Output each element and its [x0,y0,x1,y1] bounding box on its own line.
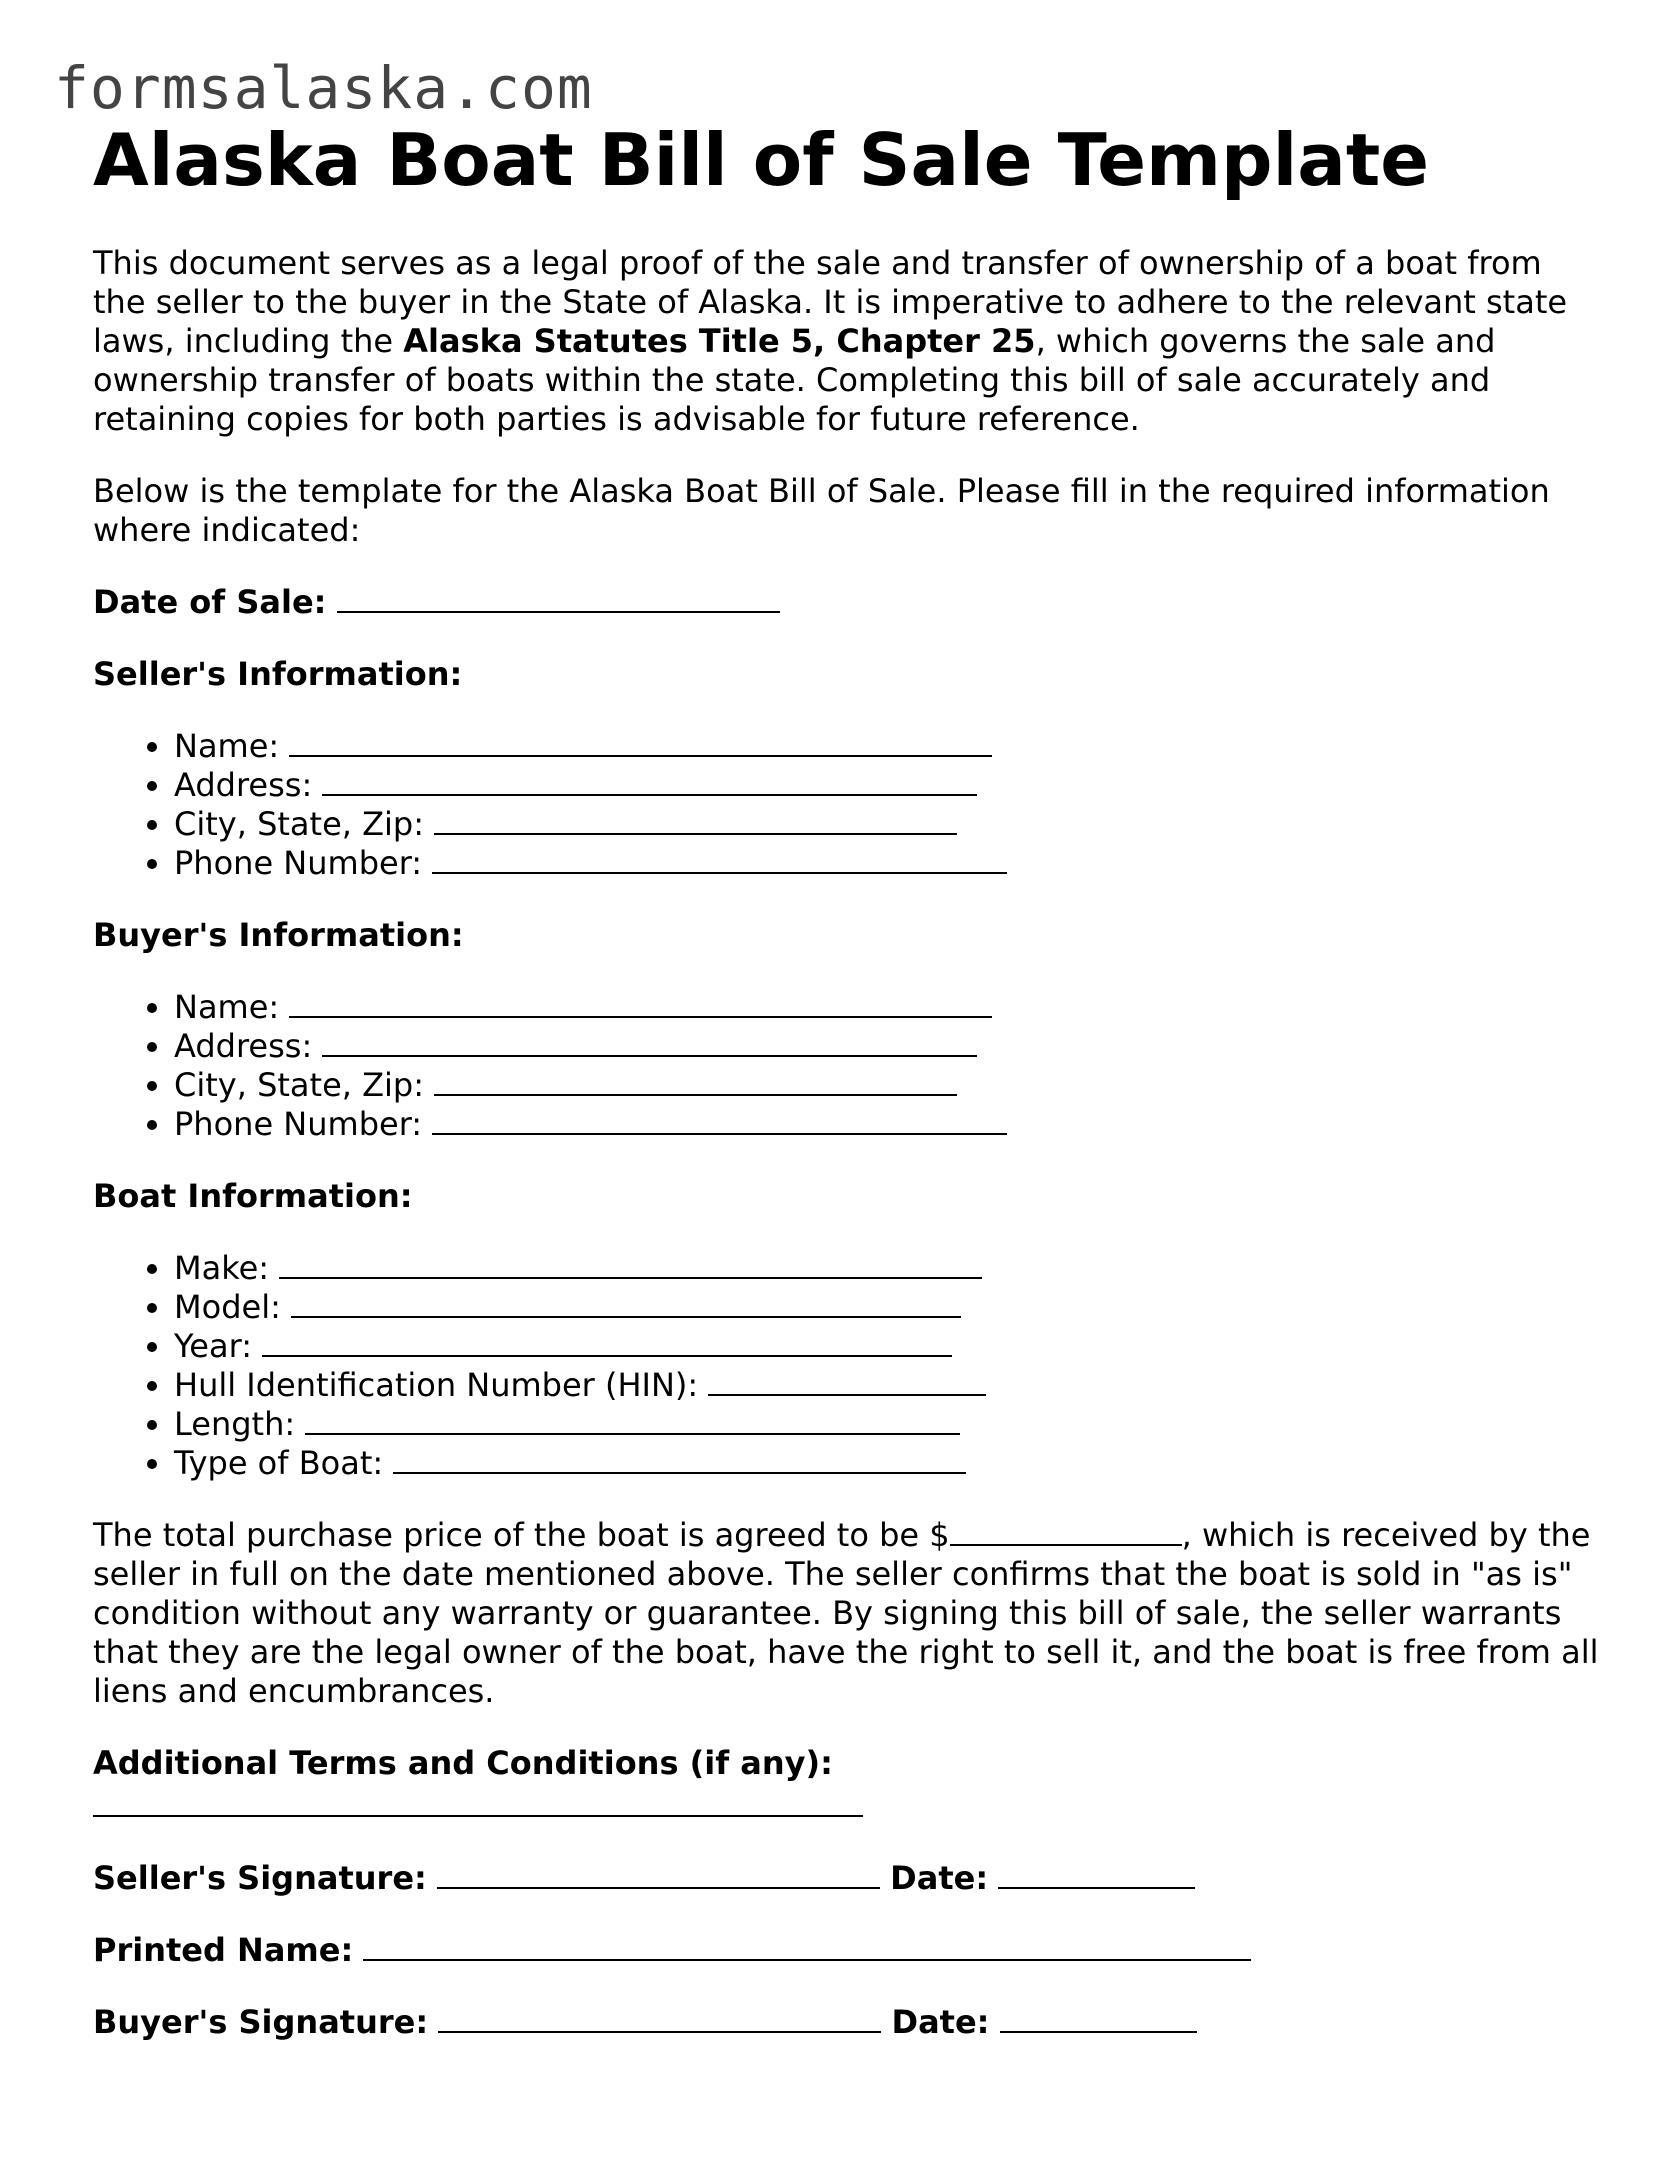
document-body [93,120,1603,2075]
list-item [174,1366,1603,1405]
buyer-address-field[interactable] [322,1027,977,1057]
list-item [174,1027,1603,1066]
intro-paragraph [93,244,1603,439]
buyer-city-state-zip-label: City, State, Zip: [174,1066,425,1104]
list-item [174,1249,1603,1288]
list-item [174,766,1603,805]
buyer-date-label: Date: [891,2003,990,2041]
seller-fields-list [93,727,1603,883]
seller-address-field[interactable] [322,766,977,796]
buyer-signature-field[interactable] [438,2003,881,2033]
list-item [174,988,1603,1027]
boat-make-label: Make: [174,1249,270,1287]
seller-phone-label: Phone Number: [174,844,423,882]
boat-length-field[interactable] [305,1405,960,1435]
list-item [174,1444,1603,1483]
buyer-info-heading: Buyer's Information: [93,916,464,954]
price-text-after: , which is received by the seller in full on the date mentioned above. The seller confirms that the boat is sold in "as is" condition without any warranty or guarantee. By signing this bill of sale, the seller warrants that they are the legal owner of the boat, have the right to sell it, and the boat is free from all liens and encumbrances. [93,1516,1599,1710]
seller-date-field[interactable] [998,1859,1195,1889]
printed-name-label: Printed Name: [93,1931,354,1969]
boat-hin-field[interactable] [708,1366,986,1396]
boat-info-heading: Boat Information: [93,1177,413,1215]
buyer-phone-field[interactable] [432,1105,1007,1135]
list-item [174,844,1603,883]
buyer-date-field[interactable] [1000,2003,1197,2033]
additional-terms-field[interactable] [93,1787,863,1817]
statute-reference: Alaska Statutes Title 5, Chapter 25 [403,322,1036,360]
boat-type-field[interactable] [393,1444,966,1474]
seller-signature-label: Seller's Signature: [93,1859,427,1897]
seller-name-label: Name: [174,727,280,765]
site-watermark: formsalaska.com [54,54,593,122]
buyer-name-field[interactable] [289,988,992,1018]
intro-text-before: This document serves as a legal proof of the sale and transfer of ownership of a boat from the seller to the buyer in the State of Alaska. It is imperative to adhere to the relevant state laws, including the [93,244,1568,360]
buyer-fields-list [93,988,1603,1144]
additional-terms-row [93,1787,1603,1826]
buyer-address-label: Address: [174,1027,313,1065]
seller-signature-field[interactable] [437,1859,880,1889]
printed-name-field[interactable] [363,1931,1251,1961]
page-title: Alaska Boat Bill of Sale Template [93,118,1430,202]
purchase-price-field[interactable] [950,1516,1182,1546]
boat-hin-label: Hull Identification Number (HIN): [174,1366,699,1404]
list-item [174,1066,1603,1105]
instructions-paragraph: Below is the template for the Alaska Boat Bill of Sale. Please fill in the required information where indicated: [93,472,1550,549]
list-item [174,1105,1603,1144]
seller-city-state-zip-label: City, State, Zip: [174,805,425,843]
seller-phone-field[interactable] [432,844,1007,874]
boat-year-field[interactable] [262,1327,952,1357]
intro-text-after: , which governs the sale and ownership transfer of boats within the state. Completing this bill of sale accurately and retaining copies for both parties is advisable for future reference. [93,322,1496,438]
buyer-name-label: Name: [174,988,280,1026]
buyer-signature-row [93,2003,1603,2042]
boat-year-label: Year: [174,1327,252,1365]
list-item [174,1288,1603,1327]
boat-length-label: Length: [174,1405,296,1443]
additional-terms-label: Additional Terms and Conditions (if any): [93,1744,833,1782]
boat-fields-list [93,1249,1603,1483]
boat-type-label: Type of Boat: [174,1444,384,1482]
list-item [174,1405,1603,1444]
seller-info-heading: Seller's Information: [93,655,463,693]
boat-model-label: Model: [174,1288,281,1326]
price-paragraph [93,1516,1603,1711]
boat-model-field[interactable] [291,1288,961,1318]
printed-name-row [93,1931,1603,1970]
seller-city-state-zip-field[interactable] [434,805,957,835]
date-of-sale-label: Date of Sale: [93,583,327,621]
seller-signature-row [93,1859,1603,1898]
price-text-before: The total purchase price of the boat is agreed to be $ [93,1516,950,1554]
seller-name-field[interactable] [289,727,992,757]
list-item [174,805,1603,844]
seller-address-label: Address: [174,766,313,804]
date-of-sale-field[interactable] [337,583,780,613]
boat-make-field[interactable] [279,1249,982,1279]
buyer-city-state-zip-field[interactable] [434,1066,957,1096]
date-of-sale-row [93,583,1603,622]
buyer-phone-label: Phone Number: [174,1105,423,1143]
buyer-signature-label: Buyer's Signature: [93,2003,429,2041]
list-item [174,1327,1603,1366]
seller-date-label: Date: [890,1859,989,1897]
list-item [174,727,1603,766]
